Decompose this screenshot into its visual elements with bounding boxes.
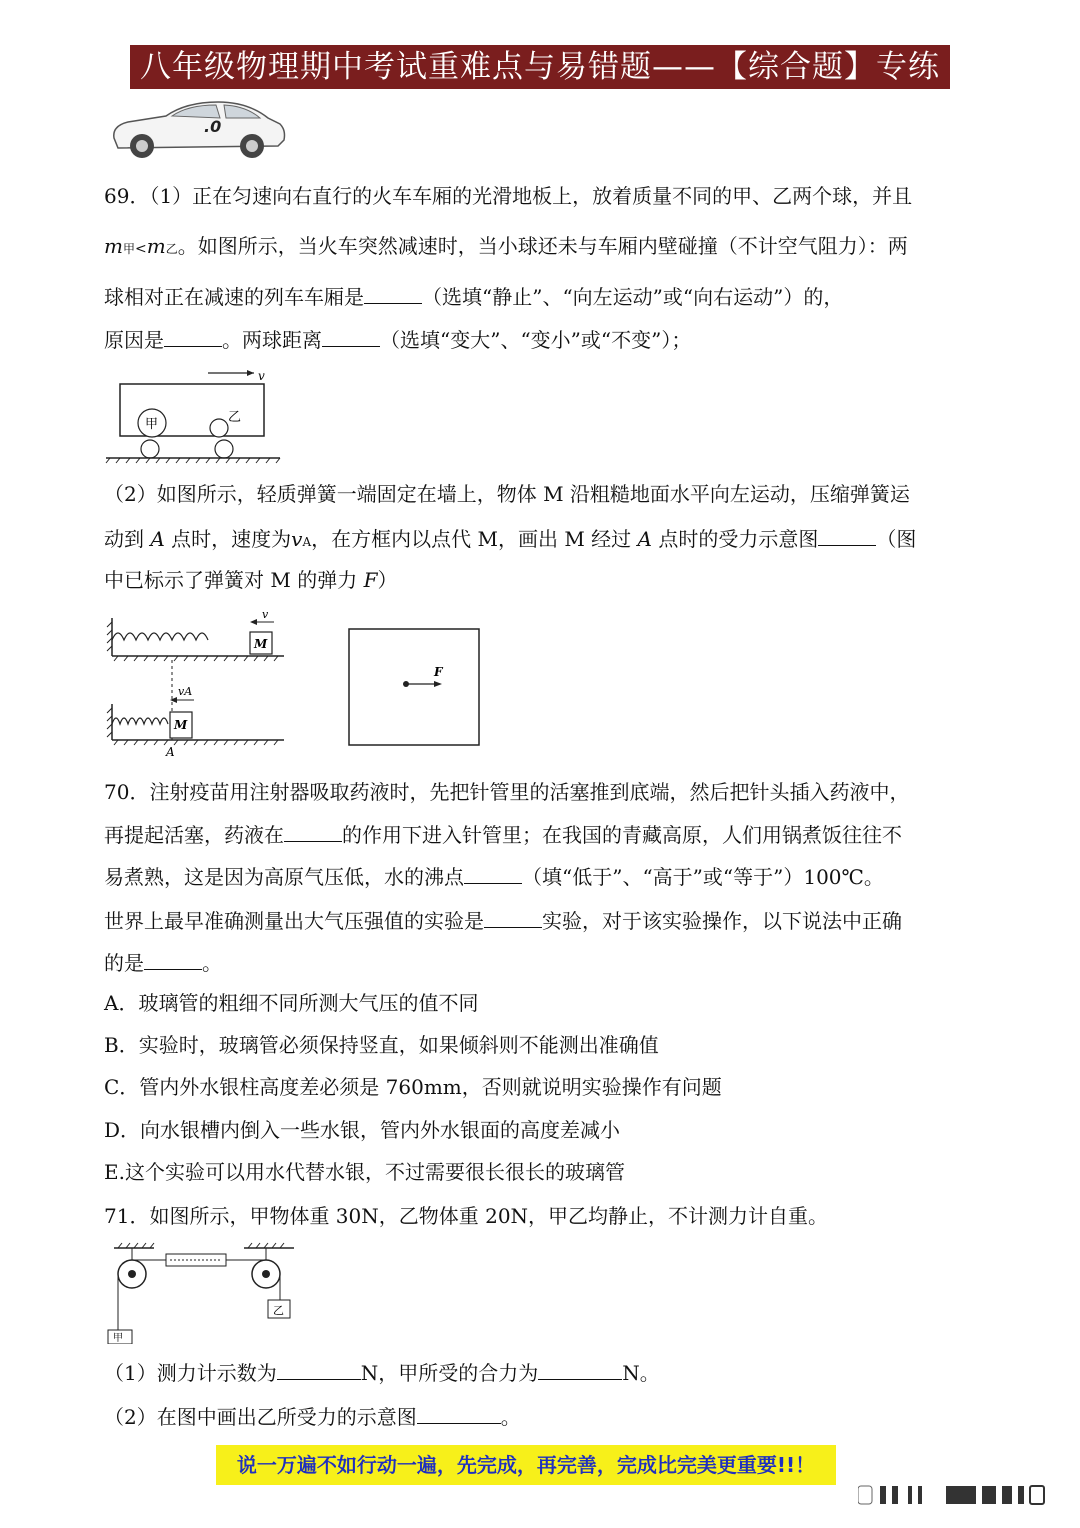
- q70-line4b: 实验，对于该实验操作，以下说法中正确: [542, 909, 902, 933]
- q69-part2-line3b: ）: [377, 568, 398, 592]
- q69-line2: [104, 236, 980, 260]
- q69-line4a: 原因是: [104, 328, 164, 352]
- velocity-vA-sub: A: [302, 535, 312, 549]
- vA-label: vA: [178, 685, 193, 698]
- block-M2-label: M: [174, 718, 188, 732]
- q70-line3b: （填“低于”、“高于”或“等于”）100℃。: [522, 865, 884, 889]
- q69-line3b: （选填“静止”、“向左运动”或“向右运动”）的，: [422, 285, 844, 309]
- m-yi-symbol: m: [146, 234, 166, 258]
- force-F-label: F: [434, 665, 443, 679]
- q69-line2-rest: 。如图所示，当火车突然减速时，当小球还未与车厢内壁碰撞（不计空气阻力）：两: [177, 234, 908, 258]
- q69-part2-line2e: （图: [876, 527, 917, 551]
- answer-blank-pressure[interactable]: [284, 823, 342, 842]
- option-e[interactable]: E.这个实验可以用水代替水银，不过需要很长很长的玻璃管: [104, 1160, 625, 1184]
- q70-line5: [104, 951, 980, 974]
- less-than: <: [134, 241, 147, 257]
- ball-yi-label: 乙: [228, 410, 242, 425]
- q71-part2b: 。: [500, 1405, 521, 1429]
- answer-blank-distance[interactable]: [322, 328, 380, 347]
- force-F-symbol: F: [363, 568, 378, 592]
- motto-banner: 说一万遍不如行动一遍，先完成，再完善，完成比完美更重要!!！: [216, 1445, 836, 1485]
- q70-line4a: 世界上最早准确测量出大气压强值的实验是: [104, 909, 484, 933]
- q69-part2-line2a: 动到: [104, 527, 144, 551]
- q69-line3: [104, 285, 980, 308]
- velocity-vA: v: [291, 527, 303, 551]
- option-a[interactable]: A．玻璃管的粗细不同所测大气压的值不同: [104, 991, 479, 1015]
- q71-part2: [104, 1405, 980, 1428]
- answer-blank-yi-forces[interactable]: [417, 1405, 501, 1424]
- page-title-banner: 八年级物理期中考试重难点与易错题——【综合题】专练: [130, 45, 950, 89]
- q70-line5b: 。: [202, 951, 222, 975]
- point-A-label: A: [166, 745, 175, 759]
- q69-line3a: 球相对正在减速的列车车厢是: [104, 285, 364, 309]
- pulley-scale-diagram: [104, 1240, 300, 1344]
- q71-part1c: N。: [622, 1361, 660, 1385]
- q69-line4c: （选填“变大”、“变小”或“不变”）；: [380, 328, 692, 352]
- subscript-jia: 甲: [122, 242, 135, 256]
- q69-line4b: 。两球距离: [222, 328, 322, 352]
- m-jia-symbol: m: [104, 234, 123, 258]
- answer-blank-net-force[interactable]: [538, 1361, 622, 1380]
- subscript-yi: 乙: [165, 242, 178, 256]
- option-b[interactable]: B．实验时，玻璃管必须保持竖直，如果倾斜则不能测出准确值: [104, 1033, 659, 1057]
- answer-blank-scale-reading[interactable]: [277, 1361, 361, 1380]
- velocity-label: v: [258, 369, 265, 383]
- ball-jia-label: 甲: [145, 417, 159, 432]
- q70-line4: [104, 909, 980, 932]
- q70-line2b: 的作用下进入针管里；在我国的青藏高原，人们用锅煮饭往往不: [342, 823, 902, 847]
- answer-blank-boiling-point[interactable]: [464, 865, 522, 884]
- point-A: A: [150, 527, 165, 551]
- q70-line1: 70．注射疫苗用注射器吸取药液时，先把针管里的活塞推到底端，然后把针头插入药液中，: [104, 780, 910, 804]
- q69-part2-line2d: 点时的受力示意图: [658, 527, 819, 551]
- block-jia-label: 甲: [113, 1333, 123, 1344]
- q70-line5a: 的是: [104, 951, 144, 975]
- option-d[interactable]: D．向水银槽内倒入一些水银，管内外水银面的高度差减小: [104, 1118, 621, 1142]
- car-illustration: [108, 96, 288, 162]
- q71-line1: 71．如图所示，甲物体重 30N，乙物体重 20N，甲乙均静止，不计测力计自重。: [104, 1204, 829, 1228]
- q70-line2: [104, 823, 980, 846]
- answer-blank-relative-motion[interactable]: [364, 285, 422, 304]
- q69-part2-line2: [104, 527, 980, 553]
- q70-line3a: 易煮熟，这是因为高原气压低，水的沸点: [104, 865, 464, 889]
- watermark-bars: [858, 1482, 1058, 1512]
- answer-blank-force-diagram[interactable]: [818, 527, 876, 546]
- q69-line1: 69．（1）正在匀速向右直行的火车车厢的光滑地板上，放着质量不同的甲、乙两个球，并且: [104, 184, 913, 208]
- q71-part1: [104, 1361, 980, 1384]
- option-c[interactable]: C．管内外水银柱高度差必须是 760mm，否则就说明实验操作有问题: [104, 1075, 722, 1099]
- q69-line4: [104, 328, 980, 351]
- car-label: .0: [204, 117, 222, 136]
- block-yi-label: 乙: [273, 1304, 284, 1317]
- q69-part2-line2c: ，在方框内以点代 M，画出 M 经过: [311, 527, 632, 551]
- q70-line2a: 再提起活塞，药液在: [104, 823, 284, 847]
- q71-part1b: N，甲所受的合力为: [360, 1361, 539, 1385]
- q69-part2-line2b: 点时，速度为: [171, 527, 292, 551]
- q69-part2-line1: （2）如图所示，轻质弹簧一端固定在墙上，物体 M 沿粗糙地面水平向左运动，压缩弹簧运: [104, 482, 910, 506]
- q71-part1a: （1）测力计示数为: [104, 1361, 277, 1385]
- block-M-label: M: [254, 637, 268, 651]
- force-diagram-box[interactable]: [348, 628, 482, 748]
- answer-blank-experiment[interactable]: [484, 909, 542, 928]
- answer-blank-reason[interactable]: [164, 328, 222, 347]
- answer-blank-choice[interactable]: [144, 951, 202, 970]
- train-car-diagram: [104, 366, 284, 464]
- q69-part2-line3a: 中已标示了弹簧对 M 的弹力: [104, 568, 358, 592]
- spring-diagram: [104, 608, 294, 760]
- q71-part2a: （2）在图中画出乙所受力的示意图: [104, 1405, 417, 1429]
- point-A-2: A: [637, 527, 652, 551]
- q70-line3: [104, 865, 980, 888]
- q69-part2-line3: [104, 570, 980, 591]
- top-velocity-label: v: [262, 608, 269, 621]
